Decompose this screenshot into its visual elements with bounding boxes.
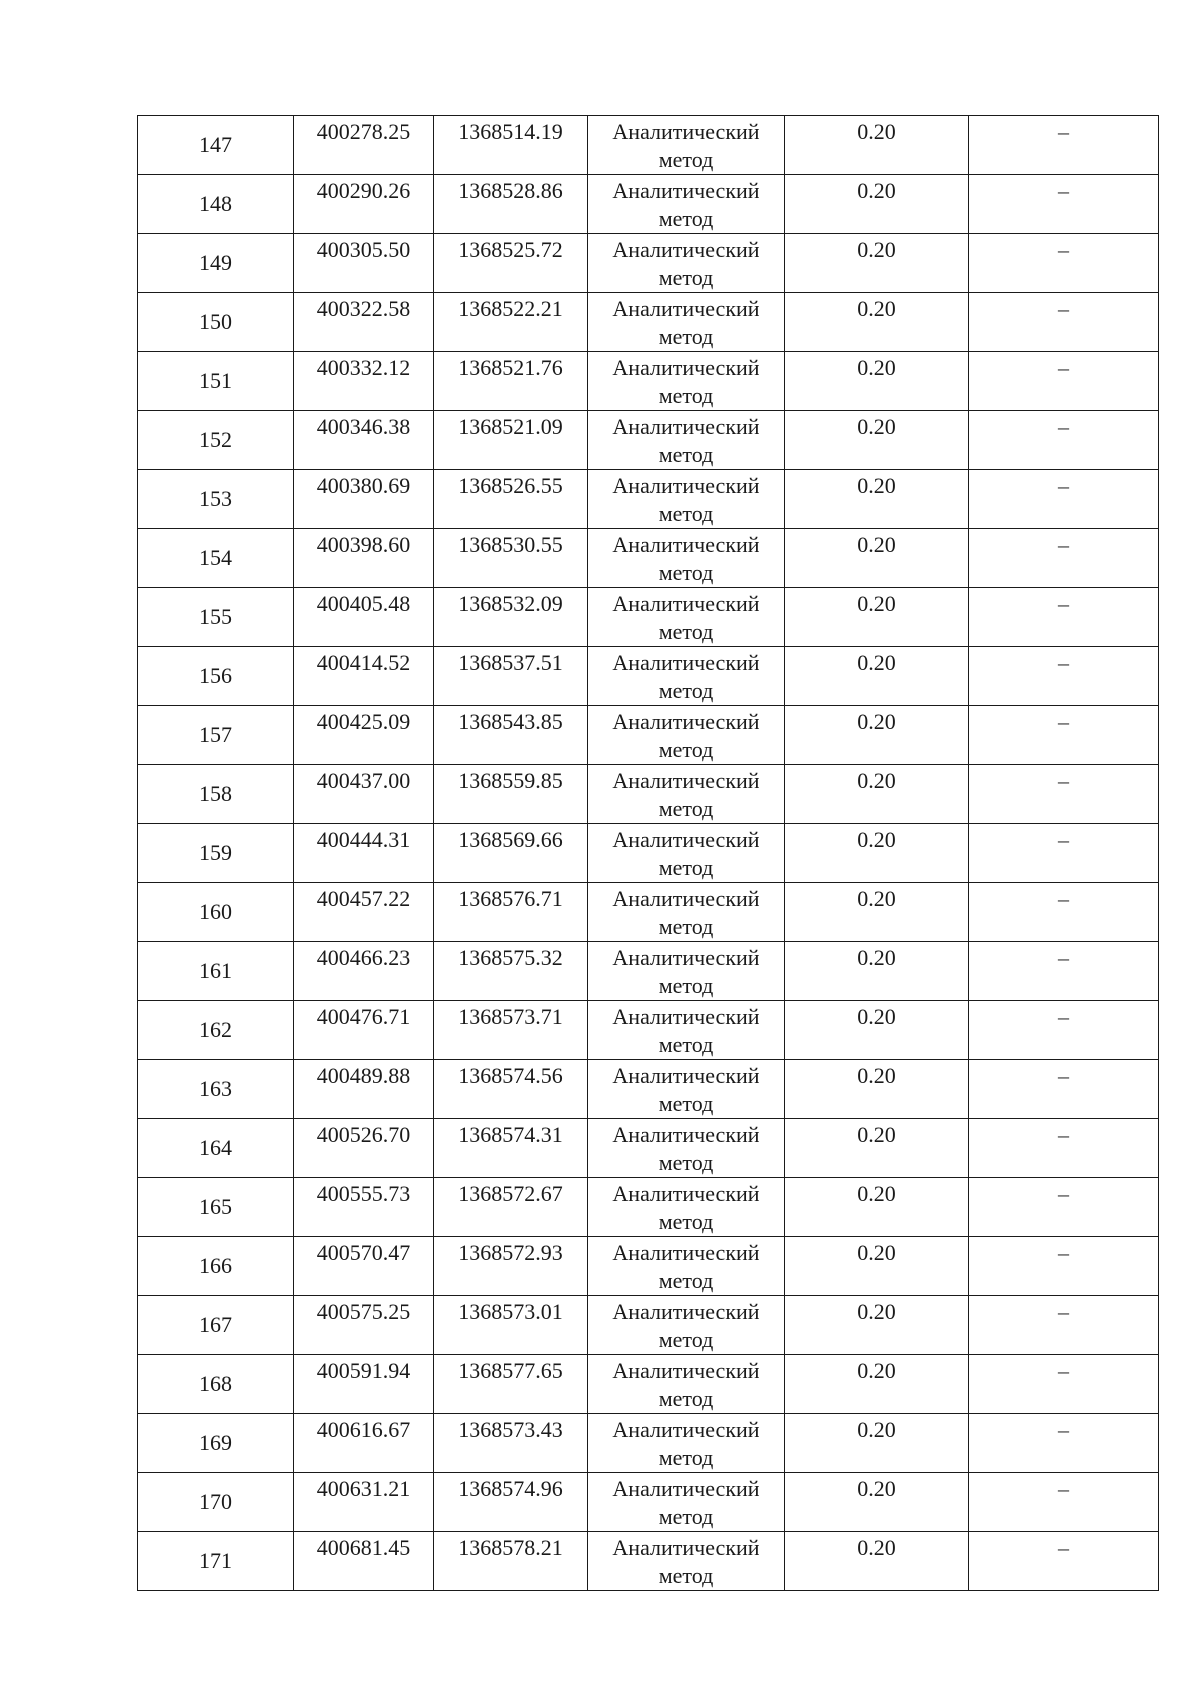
note-cell: – — [969, 1414, 1159, 1473]
table-row — [138, 1414, 1159, 1473]
point-number-cell: 156 — [138, 647, 294, 706]
method-cell: Аналитический метод — [588, 1119, 785, 1178]
point-number-cell: 157 — [138, 706, 294, 765]
method-cell: Аналитический метод — [588, 1355, 785, 1414]
y-coordinate-cell: 1368530.55 — [434, 529, 588, 588]
x-coordinate-cell: 400425.09 — [294, 706, 434, 765]
y-coordinate-cell: 1368521.09 — [434, 411, 588, 470]
point-number-cell: 161 — [138, 942, 294, 1001]
accuracy-cell: 0.20 — [785, 1473, 969, 1532]
accuracy-cell: 0.20 — [785, 1532, 969, 1591]
point-number-cell: 153 — [138, 470, 294, 529]
table-row — [138, 234, 1159, 293]
x-coordinate-cell: 400526.70 — [294, 1119, 434, 1178]
table-row — [138, 824, 1159, 883]
table-row — [138, 293, 1159, 352]
y-coordinate-cell: 1368569.66 — [434, 824, 588, 883]
method-cell: Аналитический метод — [588, 293, 785, 352]
table-row — [138, 1532, 1159, 1591]
method-cell: Аналитический метод — [588, 470, 785, 529]
note-cell: – — [969, 1119, 1159, 1178]
table-row — [138, 470, 1159, 529]
accuracy-cell: 0.20 — [785, 411, 969, 470]
note-cell: – — [969, 1237, 1159, 1296]
method-cell: Аналитический метод — [588, 942, 785, 1001]
x-coordinate-cell: 400437.00 — [294, 765, 434, 824]
accuracy-cell: 0.20 — [785, 1414, 969, 1473]
x-coordinate-cell: 400681.45 — [294, 1532, 434, 1591]
point-number-cell: 164 — [138, 1119, 294, 1178]
y-coordinate-cell: 1368522.21 — [434, 293, 588, 352]
method-cell: Аналитический метод — [588, 883, 785, 942]
table-row — [138, 116, 1159, 175]
point-number-cell: 148 — [138, 175, 294, 234]
accuracy-cell: 0.20 — [785, 116, 969, 175]
accuracy-cell: 0.20 — [785, 1296, 969, 1355]
accuracy-cell: 0.20 — [785, 175, 969, 234]
accuracy-cell: 0.20 — [785, 883, 969, 942]
accuracy-cell: 0.20 — [785, 470, 969, 529]
table-row — [138, 175, 1159, 234]
y-coordinate-cell: 1368559.85 — [434, 765, 588, 824]
note-cell: – — [969, 234, 1159, 293]
point-number-cell: 163 — [138, 1060, 294, 1119]
note-cell: – — [969, 1001, 1159, 1060]
y-coordinate-cell: 1368525.72 — [434, 234, 588, 293]
accuracy-cell: 0.20 — [785, 588, 969, 647]
x-coordinate-cell: 400305.50 — [294, 234, 434, 293]
method-cell: Аналитический метод — [588, 1532, 785, 1591]
point-number-cell: 160 — [138, 883, 294, 942]
note-cell: – — [969, 116, 1159, 175]
table-row — [138, 1060, 1159, 1119]
note-cell: – — [969, 1355, 1159, 1414]
y-coordinate-cell: 1368526.55 — [434, 470, 588, 529]
point-number-cell: 155 — [138, 588, 294, 647]
accuracy-cell: 0.20 — [785, 1355, 969, 1414]
x-coordinate-cell: 400405.48 — [294, 588, 434, 647]
accuracy-cell: 0.20 — [785, 942, 969, 1001]
note-cell: – — [969, 883, 1159, 942]
x-coordinate-cell: 400444.31 — [294, 824, 434, 883]
y-coordinate-cell: 1368572.67 — [434, 1178, 588, 1237]
x-coordinate-cell: 400466.23 — [294, 942, 434, 1001]
x-coordinate-cell: 400476.71 — [294, 1001, 434, 1060]
accuracy-cell: 0.20 — [785, 1178, 969, 1237]
note-cell: – — [969, 1473, 1159, 1532]
note-cell: – — [969, 1178, 1159, 1237]
method-cell: Аналитический метод — [588, 1060, 785, 1119]
y-coordinate-cell: 1368575.32 — [434, 942, 588, 1001]
point-number-cell: 162 — [138, 1001, 294, 1060]
point-number-cell: 167 — [138, 1296, 294, 1355]
note-cell: – — [969, 529, 1159, 588]
method-cell: Аналитический метод — [588, 1473, 785, 1532]
point-number-cell: 158 — [138, 765, 294, 824]
method-cell: Аналитический метод — [588, 1296, 785, 1355]
y-coordinate-cell: 1368532.09 — [434, 588, 588, 647]
note-cell: – — [969, 411, 1159, 470]
point-number-cell: 147 — [138, 116, 294, 175]
y-coordinate-cell: 1368521.76 — [434, 352, 588, 411]
y-coordinate-cell: 1368537.51 — [434, 647, 588, 706]
y-coordinate-cell: 1368528.86 — [434, 175, 588, 234]
accuracy-cell: 0.20 — [785, 234, 969, 293]
table-row — [138, 1237, 1159, 1296]
table-row — [138, 1001, 1159, 1060]
note-cell: – — [969, 942, 1159, 1001]
y-coordinate-cell: 1368576.71 — [434, 883, 588, 942]
x-coordinate-cell: 400631.21 — [294, 1473, 434, 1532]
y-coordinate-cell: 1368574.96 — [434, 1473, 588, 1532]
method-cell: Аналитический метод — [588, 1178, 785, 1237]
table-row — [138, 883, 1159, 942]
y-coordinate-cell: 1368543.85 — [434, 706, 588, 765]
table-body — [138, 116, 1159, 1591]
x-coordinate-cell: 400555.73 — [294, 1178, 434, 1237]
method-cell: Аналитический метод — [588, 116, 785, 175]
table-row — [138, 1355, 1159, 1414]
accuracy-cell: 0.20 — [785, 1237, 969, 1296]
x-coordinate-cell: 400322.58 — [294, 293, 434, 352]
y-coordinate-cell: 1368572.93 — [434, 1237, 588, 1296]
accuracy-cell: 0.20 — [785, 824, 969, 883]
y-coordinate-cell: 1368573.43 — [434, 1414, 588, 1473]
x-coordinate-cell: 400414.52 — [294, 647, 434, 706]
method-cell: Аналитический метод — [588, 411, 785, 470]
y-coordinate-cell: 1368574.56 — [434, 1060, 588, 1119]
table-row — [138, 529, 1159, 588]
y-coordinate-cell: 1368573.01 — [434, 1296, 588, 1355]
method-cell: Аналитический метод — [588, 706, 785, 765]
x-coordinate-cell: 400290.26 — [294, 175, 434, 234]
method-cell: Аналитический метод — [588, 588, 785, 647]
x-coordinate-cell: 400346.38 — [294, 411, 434, 470]
point-number-cell: 166 — [138, 1237, 294, 1296]
method-cell: Аналитический метод — [588, 529, 785, 588]
accuracy-cell: 0.20 — [785, 1119, 969, 1178]
point-number-cell: 149 — [138, 234, 294, 293]
point-number-cell: 170 — [138, 1473, 294, 1532]
x-coordinate-cell: 400591.94 — [294, 1355, 434, 1414]
accuracy-cell: 0.20 — [785, 1060, 969, 1119]
point-number-cell: 150 — [138, 293, 294, 352]
accuracy-cell: 0.20 — [785, 293, 969, 352]
table-row — [138, 647, 1159, 706]
coordinates-table — [137, 115, 1159, 1591]
note-cell: – — [969, 1296, 1159, 1355]
x-coordinate-cell: 400398.60 — [294, 529, 434, 588]
note-cell: – — [969, 588, 1159, 647]
table-row — [138, 1296, 1159, 1355]
note-cell: – — [969, 824, 1159, 883]
point-number-cell: 165 — [138, 1178, 294, 1237]
note-cell: – — [969, 1060, 1159, 1119]
x-coordinate-cell: 400332.12 — [294, 352, 434, 411]
point-number-cell: 151 — [138, 352, 294, 411]
x-coordinate-cell: 400278.25 — [294, 116, 434, 175]
y-coordinate-cell: 1368514.19 — [434, 116, 588, 175]
table-row — [138, 706, 1159, 765]
accuracy-cell: 0.20 — [785, 706, 969, 765]
method-cell: Аналитический метод — [588, 175, 785, 234]
x-coordinate-cell: 400489.88 — [294, 1060, 434, 1119]
table-row — [138, 765, 1159, 824]
table-row — [138, 588, 1159, 647]
x-coordinate-cell: 400575.25 — [294, 1296, 434, 1355]
method-cell: Аналитический метод — [588, 1414, 785, 1473]
note-cell: – — [969, 765, 1159, 824]
x-coordinate-cell: 400457.22 — [294, 883, 434, 942]
point-number-cell: 171 — [138, 1532, 294, 1591]
method-cell: Аналитический метод — [588, 1237, 785, 1296]
point-number-cell: 152 — [138, 411, 294, 470]
table-row — [138, 942, 1159, 1001]
method-cell: Аналитический метод — [588, 234, 785, 293]
note-cell: – — [969, 470, 1159, 529]
table-row — [138, 1178, 1159, 1237]
accuracy-cell: 0.20 — [785, 1001, 969, 1060]
note-cell: – — [969, 293, 1159, 352]
accuracy-cell: 0.20 — [785, 765, 969, 824]
y-coordinate-cell: 1368573.71 — [434, 1001, 588, 1060]
method-cell: Аналитический метод — [588, 765, 785, 824]
method-cell: Аналитический метод — [588, 1001, 785, 1060]
method-cell: Аналитический метод — [588, 352, 785, 411]
note-cell: – — [969, 175, 1159, 234]
accuracy-cell: 0.20 — [785, 529, 969, 588]
point-number-cell: 159 — [138, 824, 294, 883]
method-cell: Аналитический метод — [588, 824, 785, 883]
point-number-cell: 169 — [138, 1414, 294, 1473]
table-row — [138, 1119, 1159, 1178]
point-number-cell: 168 — [138, 1355, 294, 1414]
accuracy-cell: 0.20 — [785, 647, 969, 706]
x-coordinate-cell: 400616.67 — [294, 1414, 434, 1473]
table-row — [138, 411, 1159, 470]
table-row — [138, 1473, 1159, 1532]
method-cell: Аналитический метод — [588, 647, 785, 706]
note-cell: – — [969, 1532, 1159, 1591]
y-coordinate-cell: 1368577.65 — [434, 1355, 588, 1414]
note-cell: – — [969, 647, 1159, 706]
x-coordinate-cell: 400380.69 — [294, 470, 434, 529]
accuracy-cell: 0.20 — [785, 352, 969, 411]
y-coordinate-cell: 1368578.21 — [434, 1532, 588, 1591]
point-number-cell: 154 — [138, 529, 294, 588]
y-coordinate-cell: 1368574.31 — [434, 1119, 588, 1178]
note-cell: – — [969, 352, 1159, 411]
table-row — [138, 352, 1159, 411]
x-coordinate-cell: 400570.47 — [294, 1237, 434, 1296]
note-cell: – — [969, 706, 1159, 765]
